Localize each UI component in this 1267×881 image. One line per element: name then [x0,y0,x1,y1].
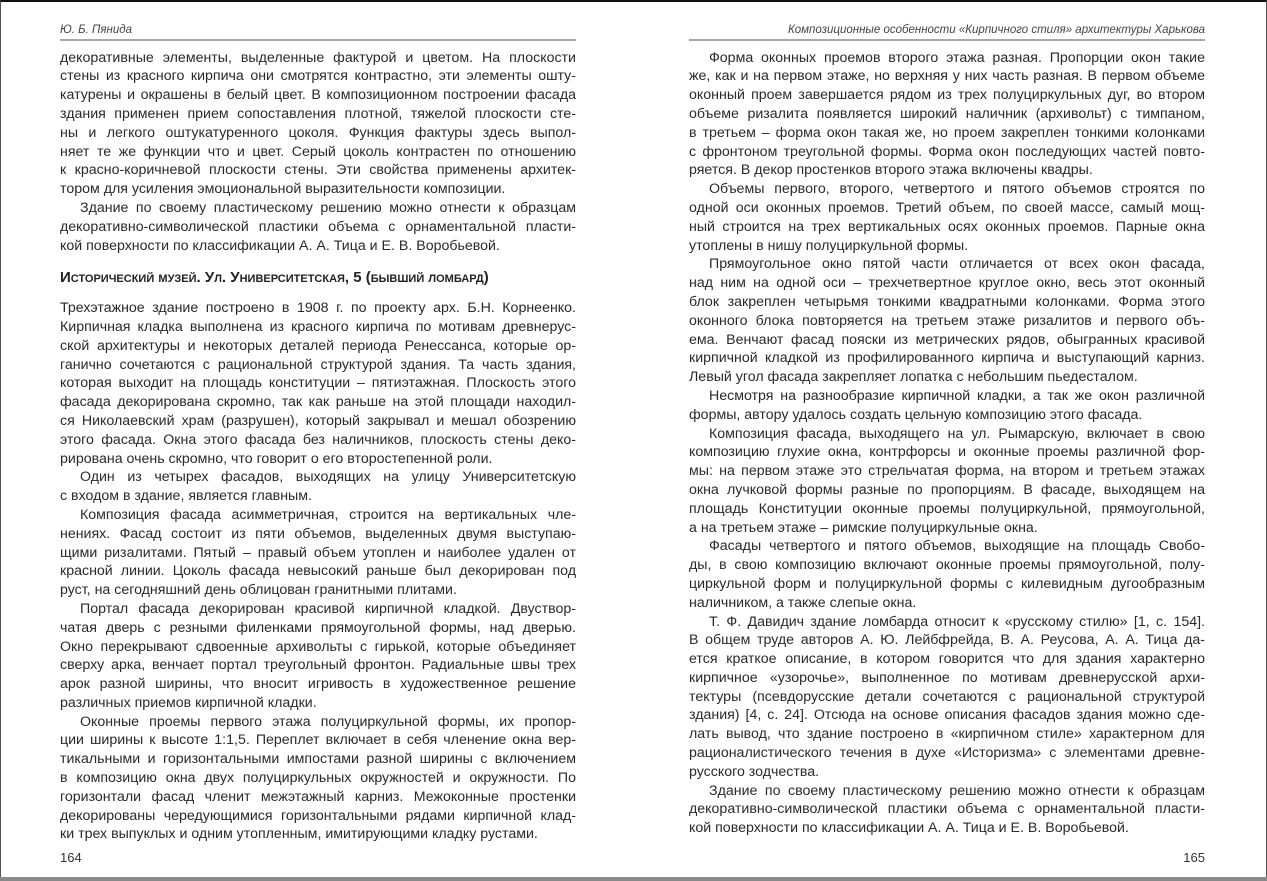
text-line: ции ширины к высоте 1:1,5. Переплет включает в себя членение окна вер- [60,732,576,749]
paragraph [689,49,1205,181]
text-line: лать вывод, что здание построено в «кирпичном стиле» характерном для [689,726,1205,743]
paragraph [689,387,1205,425]
text-line: Объемы первого, второго, четвертого и пятого объемов строятся по [709,181,1205,198]
text-line: здания применен прием сопоставления плотной, тяжелой плоскости сте- [60,105,576,122]
text-line: с фронтоном треугольной формы. Форма окон последующих частей повто- [689,143,1205,160]
text-line: различных приемов кирпичной кладки. [60,694,317,711]
paragraph [689,180,1205,255]
text-line: фасада декорирована скромно, так как раньше на этой площади находил- [60,394,576,411]
text-line: с входом в здание, является главным. [60,488,312,505]
text-line: оконного блока повторяется на третьем этаже ризалитов и первого объ- [689,312,1205,329]
text-line: Композиция фасада, выходящего на ул. Рымарскую, включает в свою [709,425,1205,442]
paragraph [60,299,576,468]
text-line: Портал фасада декорирован красивой кирпичной кладкой. Двуствор- [80,600,576,617]
text-line: ся Николаевский храм (разрушен), который закрывал и мешал обозрению [60,412,576,429]
text-line: Левый угол фасада закрепляет лопатка с небольшим пьедесталом. [689,369,1138,386]
text-line: Кирпичная кладка выполнена из красного кирпича по мотивам древнерус- [60,318,576,335]
paragraph [689,425,1205,538]
text-line: Один из четырех фасадов, выходящих на улицу Университетскую [80,469,576,486]
paragraph [60,199,576,255]
paragraph [689,782,1205,838]
text-line: рирована очень скромно, что говорит о его второстепенной роли. [60,450,493,467]
text-line: композицию глухие окна, контрфорсы и оконные проемы различной фор- [689,444,1205,461]
text-line: щими ризалитами. Пятый – правый объем утоплен и наиболее удален от [60,544,576,561]
paragraph [689,537,1205,612]
text-line: площадь Конституции оконные проемы полуциркульной, прямоугольной, [689,500,1205,517]
text-line: Трехэтажное здание построено в 1908 г. по проекту арх. Б.Н. Корнеенко. [60,300,576,317]
text-line: объеме ризалита появляется широкий наличник (архивольт) с тимпаном, [689,105,1205,122]
paragraph [689,255,1205,387]
text-line: горизонтали фасад членит межэтажный карниз. Межоконные простенки [60,788,576,805]
paragraph [60,713,576,845]
text-line: ки трех выпуклых и одним утопленным, имитирующими кладку рустами. [60,826,538,843]
text-line: здания) [4, с. 24]. Отсюда на основе описания фасадов здания можно сде- [689,707,1205,724]
text-line: которая выходит на площадь конституции – пятиэтажная. Плоскость этого [60,375,576,392]
text-line: тикальными и горизонтальными импостами разной ширины с включением [60,751,576,768]
text-line: одной оси оконных проемов. Третий объем, по своей массе, самый мощ- [689,199,1205,216]
text-line: ема. Венчают фасад пояски из метрических рядов, обыгранных красивой [689,331,1205,348]
text-line: Т. Ф. Давидич здание ломбарда относит к «русскому стилю» [1, с. 154]. [709,613,1205,630]
text-line: над ним на одной оси – трехчетвертное круглое окно, весь этот оконный [689,275,1205,292]
left-page [60,0,576,881]
text-line: Окно перекрывают сдвоенные архивольты с гирькой, которые объединяет [60,638,576,655]
text-line: няет те же функции что и цвет. Серый цоколь контрастен по отношению [60,143,576,160]
text-line: ганично сочетаются с рациональной структурой здания. Та часть здания, [60,356,576,373]
text-line: ный строится на трех вертикальных осях оконных проемов. Парные окна [689,218,1205,235]
text-line: декорированы чередующимися горизонтальными рядами кирпичной клад- [60,807,576,824]
text-line: оконный проем завершается рядом из трех полуциркульных дуг, во втором [689,87,1205,104]
text-line: Несмотря на разнообразие кирпичной кладки, а так же окон различной [709,387,1205,404]
text-line: арок разной ширины, что вносит игривость в художественное решение [60,676,576,693]
text-line: утоплены в нишу полуциркульной формы. [689,237,969,254]
text-line: циркульной форм и полуциркульной формы с килевидным дугообразным [689,575,1205,592]
text-line: а на третьем этаже – римские полуциркульные окна. [689,519,1038,536]
text-line: кирпичной кладкой из профилированного кирпича и выступающий карниз. [689,350,1205,367]
text-line: ды, в свою композицию включают оконные проемы прямоугольной, полу- [689,557,1205,574]
section-heading: Исторический музей. Ул. Университетская, 5 (бывший ломбард) [60,269,489,287]
running-head: Ю. Б. Пянида [60,24,132,36]
text-line: русского зодчества. [689,763,820,780]
text-line: кой поверхности по классификации А. А. Тица и Е. В. Воробьевой. [60,237,500,254]
text-line: ской архитектуры и некоторых деталей периода Ренессанса, которые ор- [60,337,576,354]
text-line: нениях. Фасад состоит из пяти объемов, выделенных двумя выступаю- [60,525,576,542]
text-line: Фасады четвертого и пятого объемов, выходящие на площадь Свобо- [709,538,1205,555]
paragraph [60,506,576,600]
paragraph [60,600,576,713]
text-line: в третьем – форма окон такая же, но проем закреплен тонкими колонками [689,124,1205,141]
page-body [60,49,576,845]
text-line: окна лучковой формы разные по пропорциям. В фасаде, выходящем на [689,481,1205,498]
text-line: декоративные элементы, выделенные фактурой и цветом. На плоскости [60,49,576,66]
text-line: Прямоугольное окно пятой части отличается от всех окон фасада, [709,256,1205,273]
text-line: декоративно-символической пластики объема с орнаментальной пласти- [60,218,576,235]
paragraph [60,468,576,506]
text-line: Здание по своему пластическому решению можно отнести к образцам [709,782,1205,799]
text-line: Форма оконных проемов второго этажа разная. Пропорции окон такие [709,49,1205,66]
text-line: Здание по своему пластическому решению можно отнести к образцам [80,199,576,216]
text-line: кой поверхности по классификации А. А. Тица и Е. В. Воробьевой. [689,820,1129,837]
paragraph [689,613,1205,782]
text-line: красной линии. Цоколь фасада невысокий раньше был декорирован под [60,563,576,580]
text-line: рационалистического течения в духе «Историзма» с элементами древне- [689,745,1205,762]
text-line: к красно-коричневой плоскости стены. Эти свойства применены архитек- [60,162,576,179]
text-line: же, как и на первом этаже, но верхняя у них часть разная. В первом объеме [689,68,1205,85]
paragraph [60,49,576,199]
text-line: в композицию окна двух полуциркульных окружностей и окружности. По [60,770,576,787]
text-line: формы, автору удалось создать цельную композицию этого фасада. [689,406,1143,423]
text-line: ется краткое описание, в котором говорится что для здания характерно [689,651,1205,668]
text-line: наличником, а также слепые окна. [689,594,917,611]
text-line: тектуры (псевдорусские детали сочетаются с рациональной структурой [689,688,1205,705]
text-line: сверху арка, венчает портал треугольный фронтон. Радиальные швы трех [60,657,576,674]
page-number: 165 [1183,850,1205,865]
text-line: катурены и окрашены в белый цвет. В композиционном построении фасада [60,87,576,104]
text-line: чатая дверь с резными филенками прямоугольной формы, над дверью. [60,619,576,636]
text-line: ны и легкого оштукатуренного цоколя. Функция фактуры здесь выпол- [60,124,576,141]
text-line: мы: на первом этаже это стрельчатая форма, на втором и третьем этажах [689,463,1205,480]
running-head: Композиционные особенности «Кирпичного стиля» архитектуры Харькова [788,24,1205,36]
header-rule [689,39,1205,41]
text-line: декоративно-символической пластики объема с орнаментальной пласти- [689,801,1205,818]
text-line: тором для усиления эмоциональной выразительности композиции. [60,181,506,198]
text-line: стены из красного кирпича они смотрятся контрастно, эти элементы ошту- [60,68,576,85]
text-line: Оконные проемы первого этажа полуциркульной формы, их пропор- [80,713,576,730]
text-line: ряется. В декор простенков второго этажа включены квадры. [689,162,1093,179]
text-line: блок закреплен четырьмя тонкими квадратными колонками. Форма этого [689,293,1205,310]
page-number: 164 [60,850,82,865]
text-line: руст, на сегодняшний день облицован гранитными плитами. [60,582,457,599]
page-body [689,49,1205,838]
text-line: этого фасада. Окна этого фасада без наличников, плоскость стены деко- [60,431,576,448]
text-line: Композиция фасада асимметричная, строится на вертикальных чле- [80,506,576,523]
header-rule [60,39,576,41]
text-line: кирпичное «узорочье», выполненное по мотивам древнерусской архи- [689,669,1205,686]
text-line: В общем труде авторов А. Ю. Лейбфрейда, В. А. Реусова, А. А. Тица да- [689,632,1205,649]
right-page [689,0,1205,881]
